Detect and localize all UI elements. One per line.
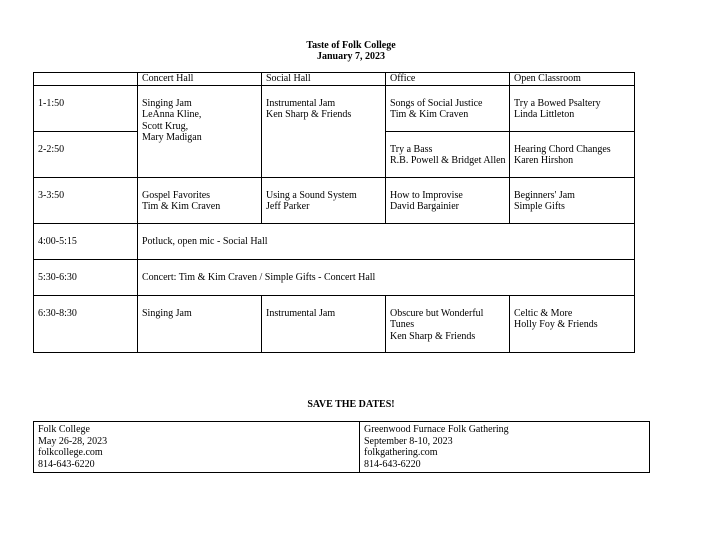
event-name: Folk College	[38, 424, 90, 435]
session-title: Gospel Favorites	[142, 189, 211, 201]
open-classroom-cell	[510, 131, 635, 177]
session-title: Celtic & More	[514, 307, 573, 319]
session-leader: Scott Krug,	[142, 120, 189, 132]
time-cell: 3-3:50	[34, 177, 138, 223]
table-row	[34, 422, 650, 473]
event-dates: September 8-10, 2023	[364, 435, 453, 447]
session-leader: Jeff Parker	[266, 201, 310, 212]
session-title: Obscure but Wonderful	[390, 307, 484, 319]
session-title: Singing Jam	[142, 97, 192, 109]
event-cell: Potluck, open mic - Social Hall	[138, 223, 635, 259]
time-cell: 5:30-6:30	[34, 259, 138, 295]
time-cell: 6:30-8:30	[34, 295, 138, 352]
time-cell: 2-2:50	[34, 131, 138, 177]
office-cell	[386, 131, 510, 177]
folk-college-cell	[34, 422, 360, 473]
table-row	[34, 177, 635, 223]
session-leader: R.B. Powell & Bridget Allen	[390, 155, 506, 166]
concert-hall-cell	[138, 85, 262, 177]
office-cell	[386, 177, 510, 223]
event-name: Greenwood Furnace Folk Gathering	[364, 424, 509, 435]
header-social-hall: Social Hall	[262, 73, 386, 86]
session-leader: Ken Sharp & Friends	[266, 109, 352, 120]
session-title: Singing Jam	[142, 307, 192, 319]
page-title: Taste of Folk College	[306, 40, 396, 51]
open-classroom-cell	[510, 177, 635, 223]
page-date: January 7, 2023	[316, 51, 386, 62]
folk-gathering-cell	[360, 422, 650, 473]
event-dates: May 26-28, 2023	[38, 435, 108, 447]
time-cell: 4:00-5:15	[34, 223, 138, 259]
schedule-header-row	[34, 73, 635, 86]
session-leader: LeAnna Kline,	[142, 109, 202, 120]
save-the-dates-table	[33, 421, 650, 473]
table-row	[34, 85, 635, 131]
session-title: Hearing Chord Changes	[514, 143, 611, 155]
event-website: folkgathering.com	[364, 447, 438, 458]
session-leader: Simple Gifts	[514, 201, 565, 212]
session-leader: Tim & Kim Craven	[390, 109, 469, 120]
session-title: Instrumental Jam	[266, 97, 336, 109]
session-leader: Linda Littleton	[514, 109, 575, 120]
event-phone: 814-643-6220	[364, 458, 421, 470]
office-cell	[386, 295, 510, 352]
session-title: Songs of Social Justice	[390, 97, 483, 109]
open-classroom-cell	[510, 295, 635, 352]
header-office: Office	[386, 73, 510, 86]
table-row	[34, 295, 635, 352]
session-leader: David Bargainier	[390, 201, 459, 212]
header-open-classroom: Open Classroom	[510, 73, 635, 86]
session-title: Tunes	[390, 319, 415, 330]
schedule-table	[33, 72, 635, 353]
session-title: Using a Sound System	[266, 189, 357, 201]
event-website: folkcollege.com	[38, 447, 103, 458]
session-title: Try a Bass	[390, 143, 433, 155]
session-leader: Ken Sharp & Friends	[390, 330, 476, 342]
session-title: Try a Bowed Psaltery	[514, 97, 601, 109]
event-cell: Concert: Tim & Kim Craven / Simple Gifts - Concert Hall	[138, 259, 635, 295]
office-cell	[386, 85, 510, 131]
session-leader: Mary Madigan	[142, 132, 202, 143]
social-hall-cell	[262, 295, 386, 352]
social-hall-cell	[262, 177, 386, 223]
open-classroom-cell	[510, 85, 635, 131]
table-row	[34, 259, 635, 295]
concert-hall-cell	[138, 295, 262, 352]
social-hall-cell	[262, 85, 386, 177]
session-leader: Karen Hirshon	[514, 155, 574, 166]
save-the-dates-title: SAVE THE DATES!	[307, 399, 395, 410]
header-concert-hall: Concert Hall	[138, 73, 262, 86]
table-row	[34, 223, 635, 259]
header-time-cell	[34, 73, 138, 86]
session-title: Beginners' Jam	[514, 189, 575, 201]
concert-hall-cell	[138, 177, 262, 223]
event-phone: 814-643-6220	[38, 458, 95, 470]
session-title: How to Improvise	[390, 189, 463, 201]
time-cell: 1-1:50	[34, 85, 138, 131]
session-leader: Tim & Kim Craven	[142, 201, 221, 212]
session-leader: Holly Foy & Friends	[514, 319, 598, 330]
session-title: Instrumental Jam	[266, 307, 336, 319]
